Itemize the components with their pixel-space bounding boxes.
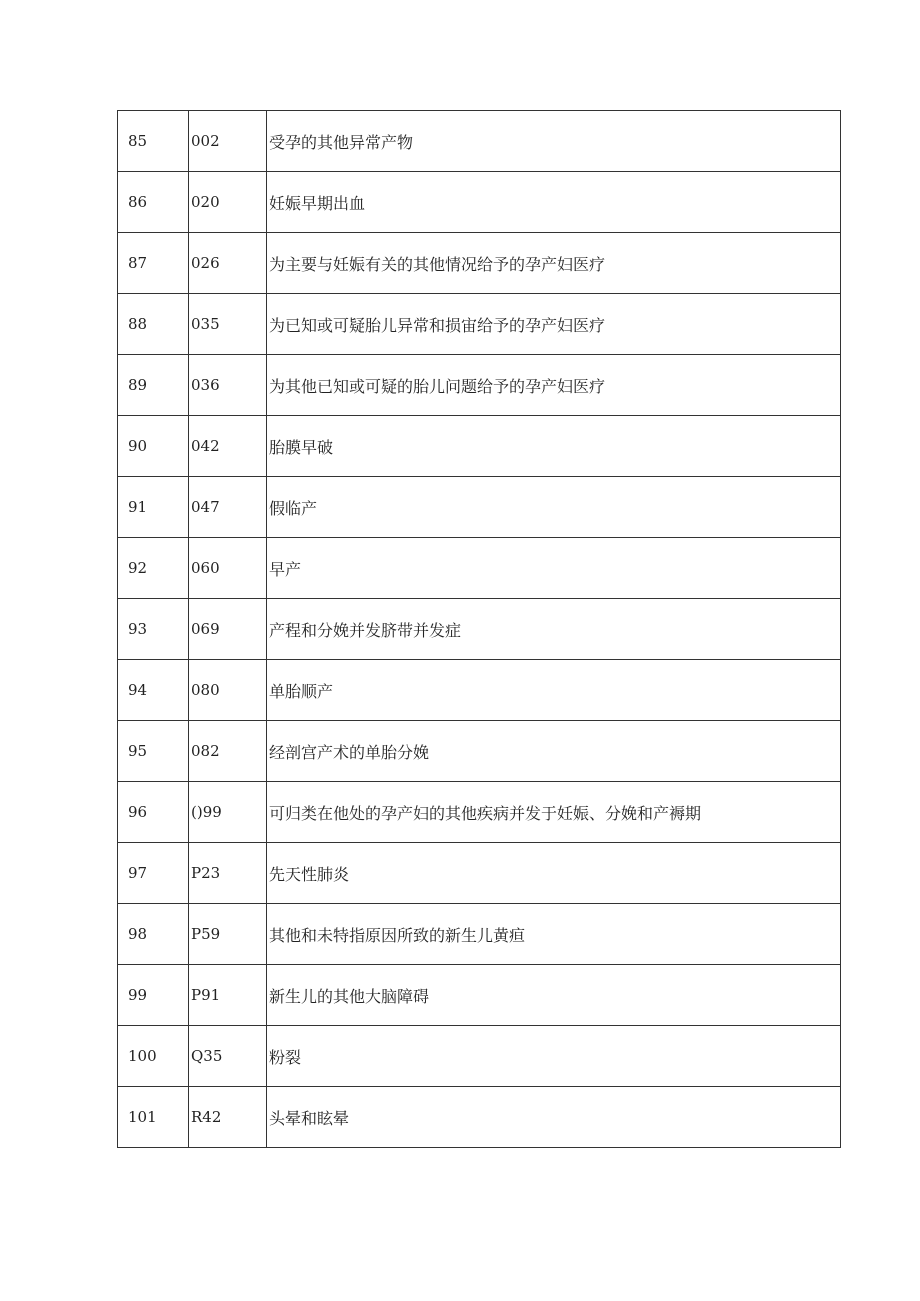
diagnosis-name: 胎膜早破 bbox=[267, 416, 841, 477]
row-number: 88 bbox=[118, 294, 189, 355]
row-number: 101 bbox=[118, 1087, 189, 1148]
table-row bbox=[118, 294, 841, 355]
table-row bbox=[118, 538, 841, 599]
diagnosis-code: 069 bbox=[189, 599, 267, 660]
table-row bbox=[118, 1026, 841, 1087]
diagnosis-code: 026 bbox=[189, 233, 267, 294]
diagnosis-name: 为已知或可疑胎儿异常和损宙给予的孕产妇医疗 bbox=[267, 294, 841, 355]
diagnosis-code: 047 bbox=[189, 477, 267, 538]
row-number: 91 bbox=[118, 477, 189, 538]
row-number: 96 bbox=[118, 782, 189, 843]
table-row bbox=[118, 111, 841, 172]
table-row bbox=[118, 1087, 841, 1148]
diagnosis-name: 受孕的其他异常产物 bbox=[267, 111, 841, 172]
row-number: 95 bbox=[118, 721, 189, 782]
table-row bbox=[118, 904, 841, 965]
row-number: 85 bbox=[118, 111, 189, 172]
diagnosis-code: 082 bbox=[189, 721, 267, 782]
row-number: 90 bbox=[118, 416, 189, 477]
diagnosis-name: 可归类在他处的孕产妇的其他疾病并发于妊娠、分娩和产褥期 bbox=[267, 782, 841, 843]
diagnosis-code: 035 bbox=[189, 294, 267, 355]
diagnosis-code: 060 bbox=[189, 538, 267, 599]
diagnosis-name: 粉裂 bbox=[267, 1026, 841, 1087]
row-number: 100 bbox=[118, 1026, 189, 1087]
table-row bbox=[118, 660, 841, 721]
row-number: 87 bbox=[118, 233, 189, 294]
diagnosis-name: 假临产 bbox=[267, 477, 841, 538]
table-body bbox=[118, 111, 841, 1148]
diagnosis-name: 产程和分娩并发脐带并发症 bbox=[267, 599, 841, 660]
diagnosis-name: 单胎顺产 bbox=[267, 660, 841, 721]
diagnosis-name: 其他和未特指原因所致的新生儿黄疸 bbox=[267, 904, 841, 965]
row-number: 98 bbox=[118, 904, 189, 965]
diagnosis-code: 020 bbox=[189, 172, 267, 233]
diagnosis-code: P91 bbox=[189, 965, 267, 1026]
row-number: 97 bbox=[118, 843, 189, 904]
diagnosis-code: 042 bbox=[189, 416, 267, 477]
diagnosis-code: 036 bbox=[189, 355, 267, 416]
row-number: 92 bbox=[118, 538, 189, 599]
diagnosis-code: P59 bbox=[189, 904, 267, 965]
diagnosis-code: 002 bbox=[189, 111, 267, 172]
diagnosis-code: ()99 bbox=[189, 782, 267, 843]
row-number: 94 bbox=[118, 660, 189, 721]
diagnosis-code: P23 bbox=[189, 843, 267, 904]
row-number: 99 bbox=[118, 965, 189, 1026]
diagnosis-code: 080 bbox=[189, 660, 267, 721]
diagnosis-name: 为其他已知或可疑的胎儿问题给予的孕产妇医疗 bbox=[267, 355, 841, 416]
table-row bbox=[118, 355, 841, 416]
table-row bbox=[118, 599, 841, 660]
table-row bbox=[118, 477, 841, 538]
diagnosis-name: 先天性肺炎 bbox=[267, 843, 841, 904]
table-row bbox=[118, 233, 841, 294]
table-row bbox=[118, 843, 841, 904]
diagnosis-code-table bbox=[117, 110, 841, 1148]
diagnosis-name: 为主要与妊娠有关的其他情况给予的孕产妇医疗 bbox=[267, 233, 841, 294]
row-number: 93 bbox=[118, 599, 189, 660]
table-row bbox=[118, 721, 841, 782]
row-number: 86 bbox=[118, 172, 189, 233]
diagnosis-code: Q35 bbox=[189, 1026, 267, 1087]
diagnosis-name: 经剖宫产术的单胎分娩 bbox=[267, 721, 841, 782]
table-row bbox=[118, 416, 841, 477]
table-row bbox=[118, 172, 841, 233]
table-row bbox=[118, 965, 841, 1026]
row-number: 89 bbox=[118, 355, 189, 416]
diagnosis-name: 早产 bbox=[267, 538, 841, 599]
diagnosis-code: R42 bbox=[189, 1087, 267, 1148]
diagnosis-name: 新生儿的其他大脑障碍 bbox=[267, 965, 841, 1026]
diagnosis-name: 妊娠早期出血 bbox=[267, 172, 841, 233]
diagnosis-name: 头晕和眩晕 bbox=[267, 1087, 841, 1148]
table-row bbox=[118, 782, 841, 843]
